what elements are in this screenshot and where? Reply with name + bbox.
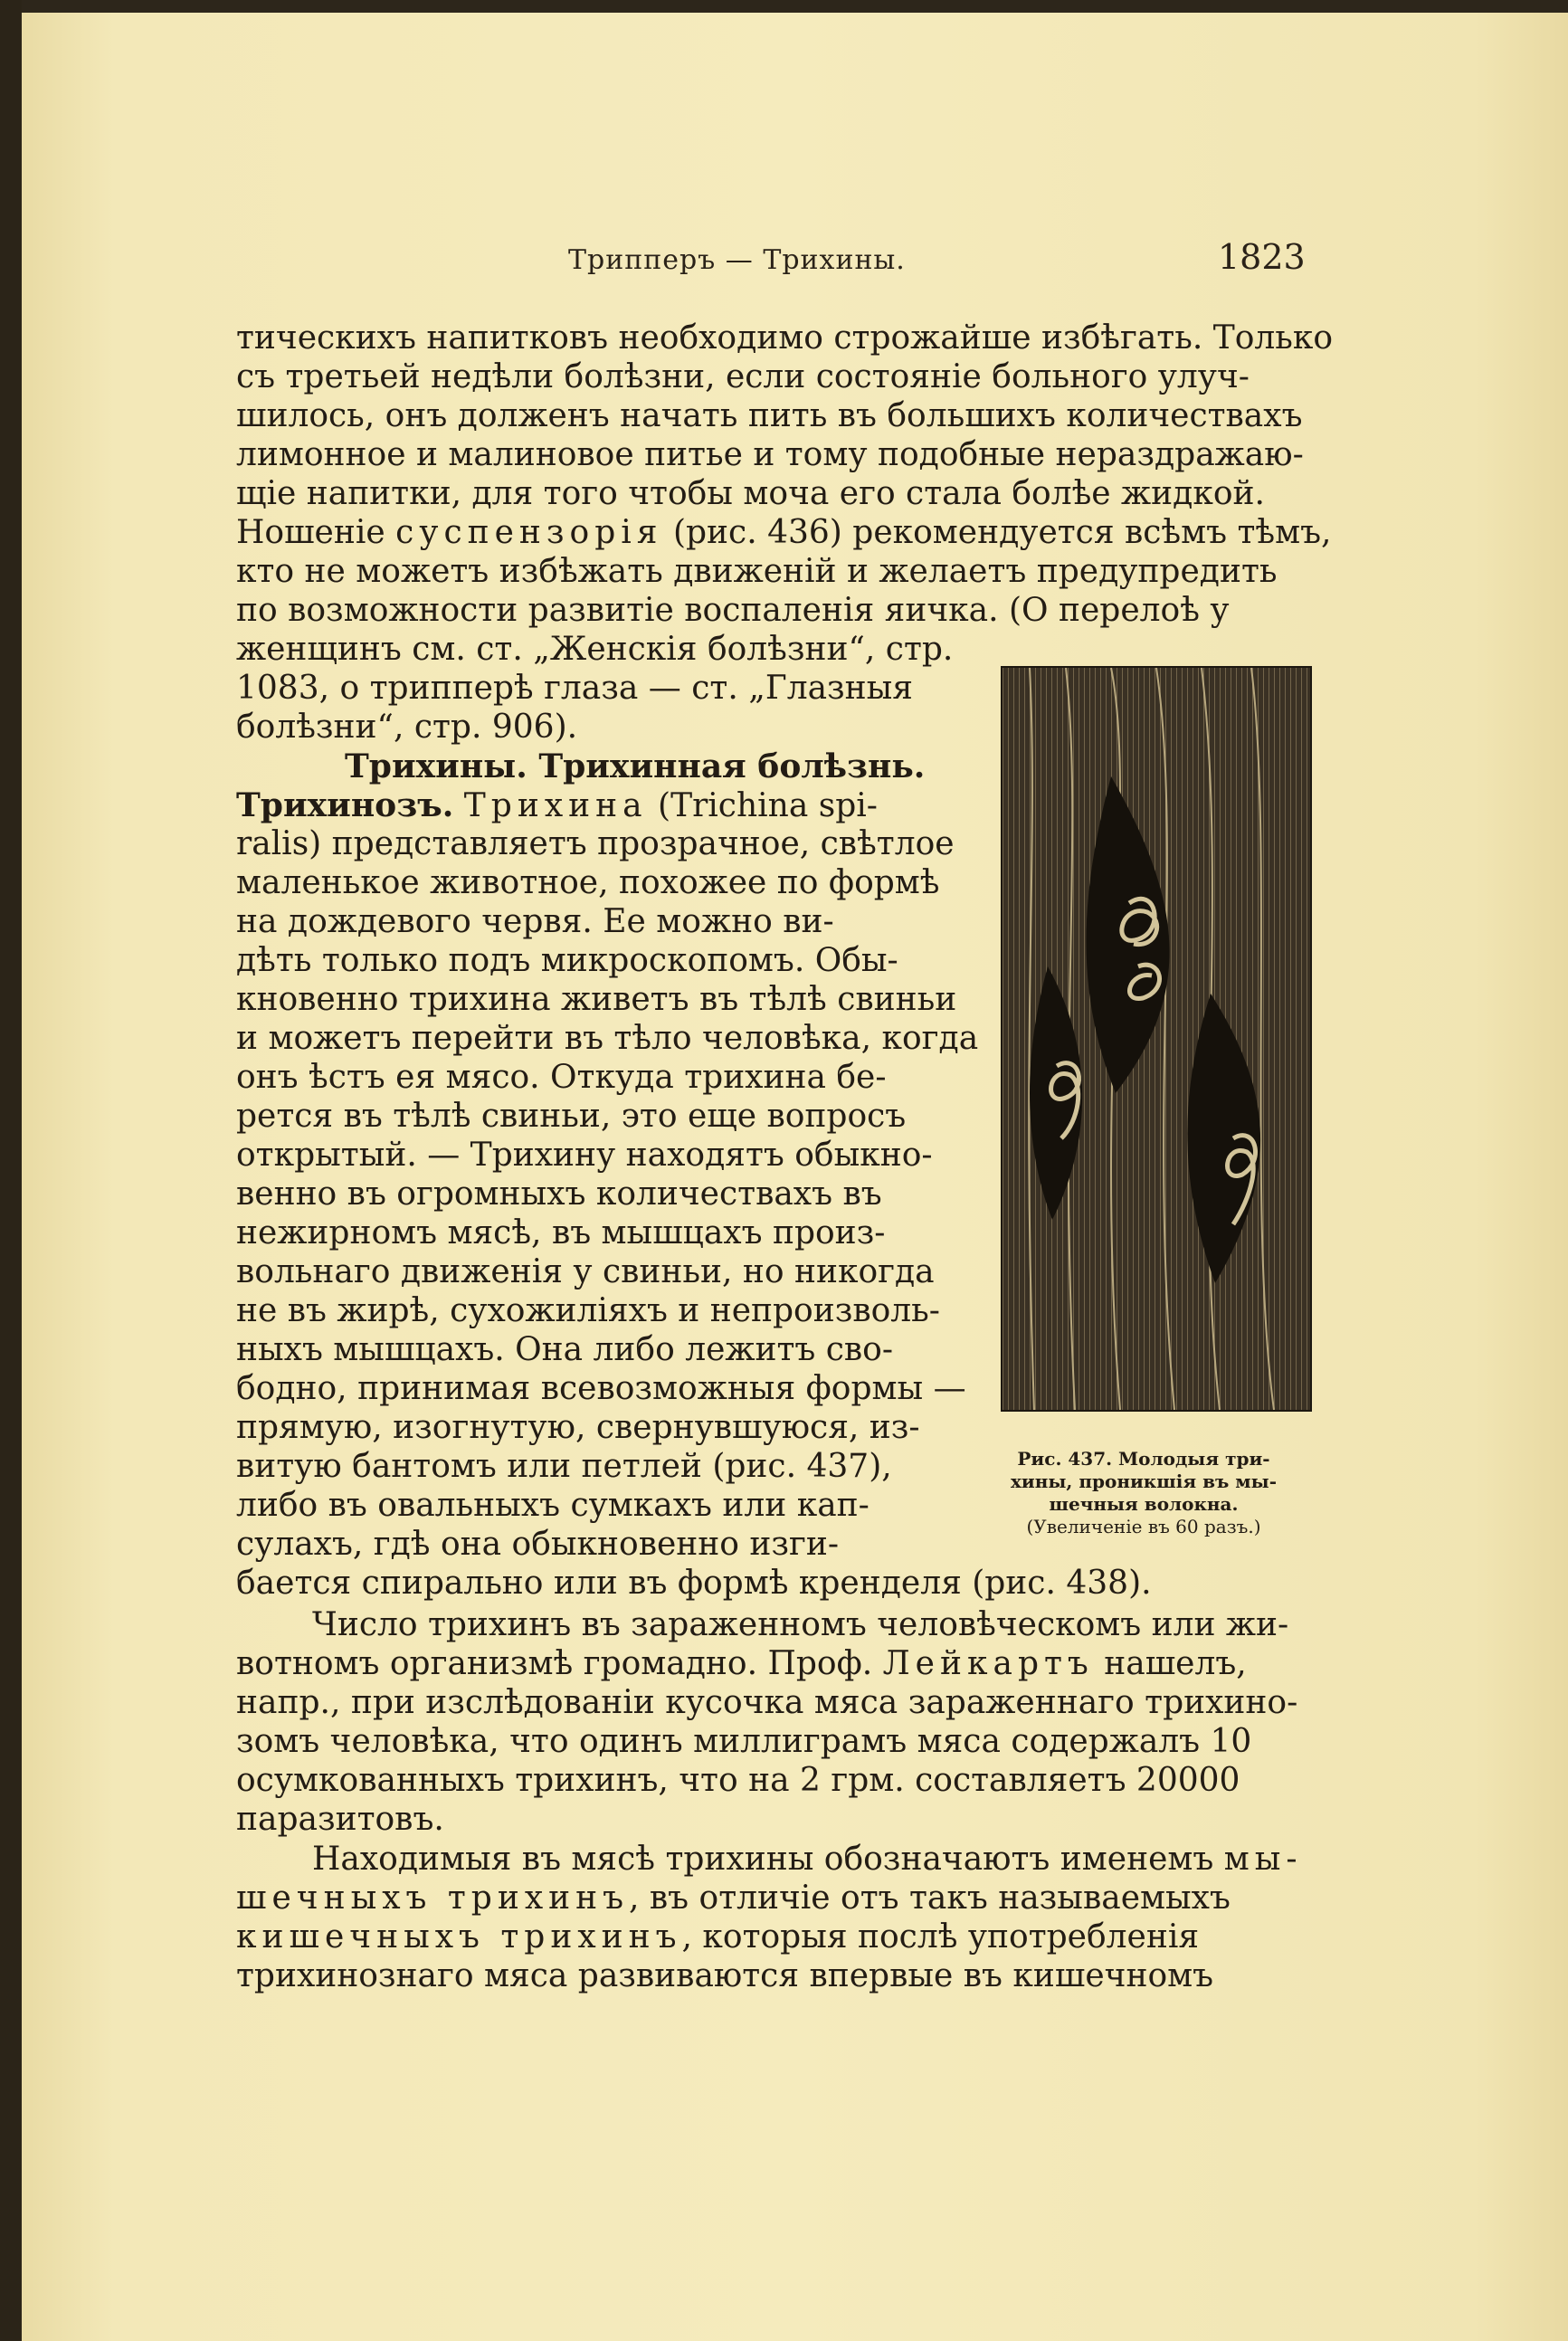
spaced-term: кишечныхъ трихинъ — [236, 1918, 682, 1956]
text-line — [236, 514, 1331, 552]
spaced-term: Трихина — [463, 787, 648, 824]
caption-line: шечныя волокна. — [1049, 1493, 1239, 1515]
caption-line: (Увеличеніе въ 60 разъ.) — [1026, 1516, 1261, 1537]
text-line: вольнаго движенія у свиньи, но никогда — [236, 1253, 935, 1290]
figure-437-caption — [963, 1448, 1325, 1538]
text-line — [236, 786, 878, 824]
text-line: кто не можетъ избѣжать движеній и желаетъ предупредить — [236, 553, 1278, 590]
text-line: прямую, изогнутую, свернувшуюся, из- — [236, 1409, 920, 1446]
text-line: женщинъ см. ст. „Женскія болѣзни“, стр. — [236, 631, 954, 668]
text-line: ныхъ мышцахъ. Она либо лежитъ сво- — [236, 1331, 894, 1368]
caption-line: хины, проникшія въ мы- — [1010, 1470, 1277, 1492]
text-line: дѣть только подъ микроскопомъ. Обы- — [236, 942, 898, 979]
text-line: либо въ овальныхъ сумкахъ или кап- — [236, 1487, 870, 1524]
text-span: Находимыя въ мясѣ трихины обозначаютъ именемъ — [312, 1841, 1224, 1878]
text-line: зомъ человѣка, что одинъ миллиграмъ мяса содержалъ 10 — [236, 1723, 1252, 1760]
text-line — [236, 1918, 1199, 1956]
running-head: Трипперъ — Трихины. — [568, 244, 906, 276]
text-line: бается спирально или въ формѣ кренделя (рис. 438). — [236, 1565, 1152, 1602]
text-line: не въ жирѣ, сухожиліяхъ и непроизволь- — [236, 1292, 940, 1329]
text-line: открытый. — Трихину находятъ обыкно- — [236, 1137, 933, 1174]
text-line — [312, 1841, 1303, 1879]
text-line: ralis) представляетъ прозрачное, свѣтлое — [236, 825, 955, 862]
text-line: лимонное и малиновое питье и тому подобные нераздражаю- — [236, 436, 1304, 473]
text-line: маленькое животное, похожее по формѣ — [236, 864, 940, 901]
text-span: вотномъ организмѣ громадно. Проф. — [236, 1645, 883, 1682]
text-line — [236, 1645, 1247, 1683]
text-line: онъ ѣстъ ея мясо. Откуда трихина бе- — [236, 1059, 887, 1096]
muscle-fibers-illustration — [1003, 668, 1310, 1410]
text-line: 1083, о трипперѣ глаза — ст. „Глазныя — [236, 670, 914, 707]
text-line: по возможности развитіе воспаленія яичка. (О перелоѣ у — [236, 592, 1230, 629]
text-line: сулахъ, гдѣ она обыкновенно изги- — [236, 1526, 840, 1563]
caption-line: Рис. 437. Молодыя три- — [1017, 1448, 1270, 1470]
text-line — [236, 1879, 1231, 1918]
text-line: шилось, онъ долженъ начать пить въ большихъ количествахъ — [236, 397, 1303, 434]
text-line: на дождевого червя. Ее можно ви- — [236, 903, 834, 940]
text-line: и можетъ перейти въ тѣло человѣка, когда — [236, 1020, 979, 1057]
text-line: болѣзни“, стр. 906). — [236, 709, 578, 746]
page-top-edge — [22, 0, 1568, 13]
text-line: нежирномъ мясѣ, въ мышцахъ произ- — [236, 1214, 886, 1251]
spaced-term: суспензорія — [395, 514, 663, 551]
text-span: Ношеніе — [236, 514, 396, 551]
spaced-term: шечныхъ трихинъ — [236, 1879, 630, 1917]
text-span: (рис. 436) рекомендуется всѣмъ тѣмъ, — [662, 514, 1332, 551]
spaced-name: Лейкартъ — [882, 1645, 1094, 1682]
text-span: , въ отличіе отъ такъ называемыхъ — [629, 1879, 1231, 1917]
text-line: венно въ огромныхъ количествахъ въ — [236, 1175, 882, 1213]
section-heading-cont: Трихинозъ. — [236, 786, 454, 824]
spaced-term: мы- — [1223, 1841, 1303, 1878]
page-header — [22, 237, 1568, 282]
text-line: напр., при изслѣдованіи кусочка мяса зараженнаго трихино- — [236, 1684, 1298, 1721]
text-span: , которыя послѣ употребленія — [681, 1918, 1200, 1956]
text-line: тическихъ напитковъ необходимо строжайше избѣгать. Только — [236, 319, 1334, 357]
figure-437-illustration — [1001, 666, 1312, 1412]
text-line: щіе напитки, для того чтобы моча его стала болѣе жидкой. — [236, 475, 1265, 512]
text-line: трихинознаго мяса развиваются впервые въ кишечномъ — [236, 1957, 1214, 1994]
text-line: Число трихинъ въ зараженномъ человѣческомъ или жи- — [312, 1606, 1289, 1643]
text-line: рется въ тѣлѣ свиньи, это еще вопросъ — [236, 1098, 907, 1135]
text-line: паразитовъ. — [236, 1801, 444, 1838]
text-line: бодно, принимая всевозможныя формы — — [236, 1370, 966, 1407]
page — [22, 0, 1568, 2341]
page-number: 1823 — [1218, 237, 1306, 277]
text-line: кновенно трихина живетъ въ тѣлѣ свиньи — [236, 981, 957, 1018]
text-line: съ третьей недѣли болѣзни, если состояніе больного улуч- — [236, 358, 1250, 395]
section-heading: Трихины. Трихинная болѣзнь. — [345, 747, 926, 785]
text-line: осумкованныхъ трихинъ, что на 2 грм. составляетъ 20000 — [236, 1762, 1240, 1799]
text-span: нашелъ, — [1093, 1645, 1247, 1682]
text-line: витую бантомъ или петлей (рис. 437), — [236, 1448, 892, 1485]
text-span: (Trichina spi- — [647, 787, 878, 824]
